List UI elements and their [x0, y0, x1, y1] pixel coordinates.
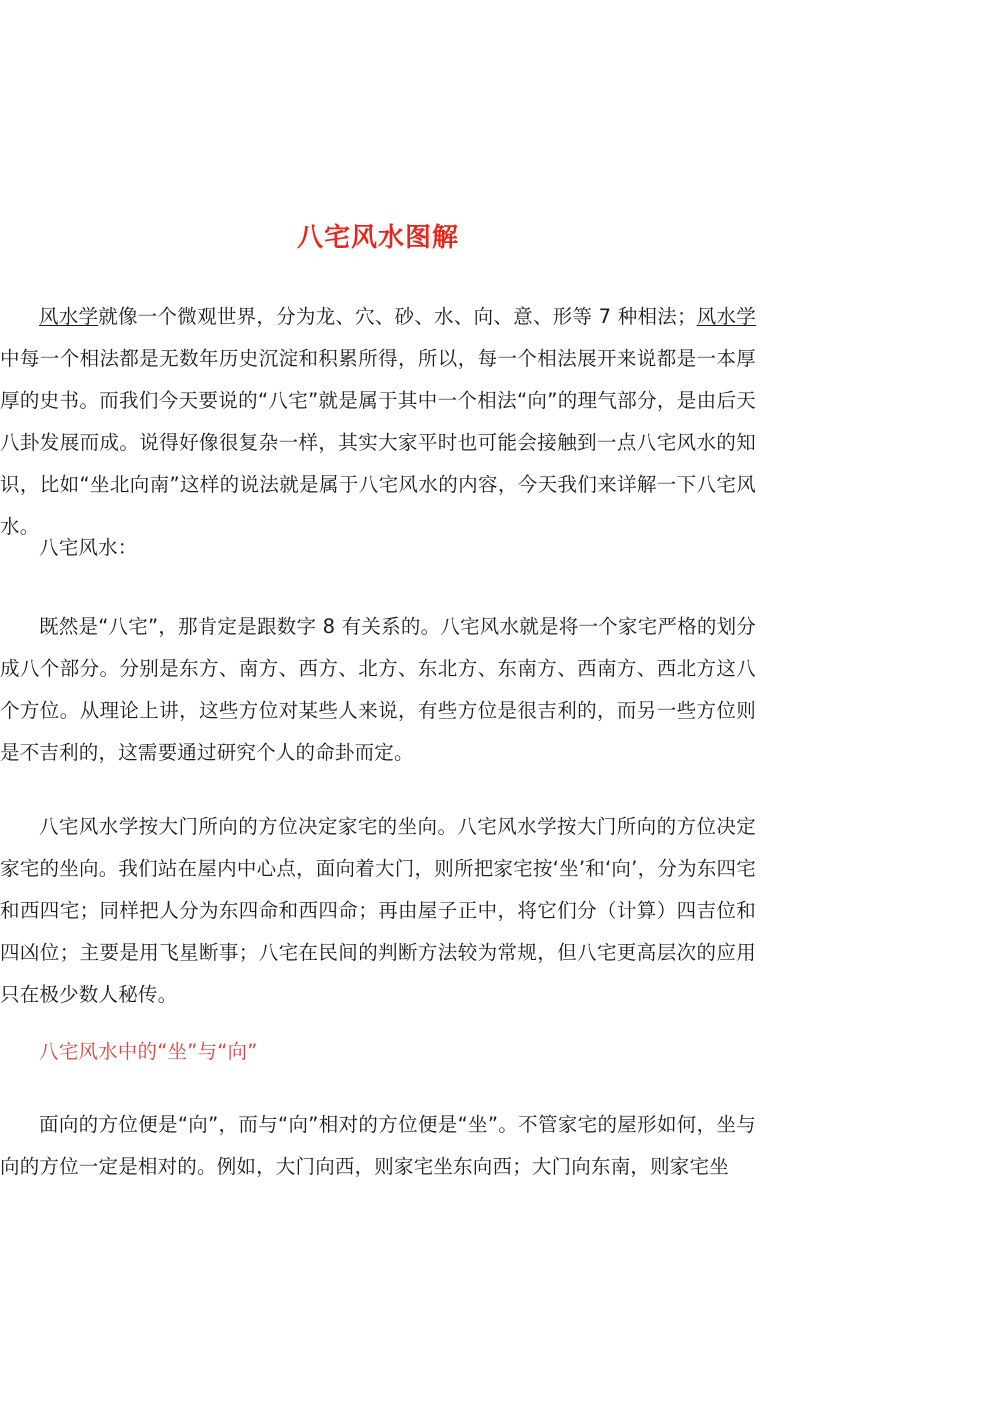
section-label-bazhai-fengshui: 八宅风水： — [39, 536, 138, 559]
subheading-zuo-xiang: 八宅风水中的“坐”与“向” — [39, 1040, 258, 1063]
paragraph-zuo-xiang-explanation: 面向的方位便是“向”，而与“向”相对的方位便是“坐”。不管家宅的屋形如何，坐与向的方位一定是相对的。例如，大门向西，则家宅坐东向西；大门向东南，则家宅坐 — [0, 1113, 756, 1178]
page-title: 八宅风水图解 — [296, 223, 459, 253]
paragraph-intro-rest: 中每一个相法都是无数年历史沉淀和积累所得，所以，每一个相法展开来说都是一本厚厚的史书。而我们今天要说的“八宅”就是属于其中一个相法“向”的理气部分，是由后天八卦发展而成。说得好像很复杂一样，其实大家平时也可能会接触到一点八宅风水的知识，比如“坐北向南”这样的说法就是属于八宅风水的内容，今天我们来详解一下八宅风水。 — [0, 347, 756, 538]
paragraph-intro-mid: 就像一个微观世界，分为龙、穴、砂、水、向、意、形等 7 种相法； — [98, 305, 697, 328]
paragraph-door-orientation: 八宅风水学按大门所向的方位决定家宅的坐向。八宅风水学按大门所向的方位决定家宅的坐向。我们站在屋内中心点，面向着大门，则所把家宅按‘坐’和‘向’，分为东四宅和西四宅；同样把人分为东四命和西四命；再由屋子正中，将它们分（计算）四吉位和四凶位；主要是用飞星断事；八宅在民间的判断方法较为常规，但八宅更高层次的应用只在极少数人秘传。 — [0, 815, 756, 1006]
underlined-term-fengshui-2: 风水学 — [696, 305, 756, 328]
underlined-term-fengshui-1: 风水学 — [39, 305, 99, 328]
paragraph-eight-sectors: 既然是“八宅”，那肯定是跟数字 8 有关系的。八宅风水就是将一个家宅严格的划分成八个部分。分别是东方、南方、西方、北方、东北方、东南方、西南方、西北方这八个方位。从理论上讲，这些方位对某些人来说，有些方位是很吉利的，而另一些方位则是不吉利的，这需要通过研究个人的命卦而定。 — [0, 615, 756, 764]
paragraph-intro — [0, 296, 756, 548]
